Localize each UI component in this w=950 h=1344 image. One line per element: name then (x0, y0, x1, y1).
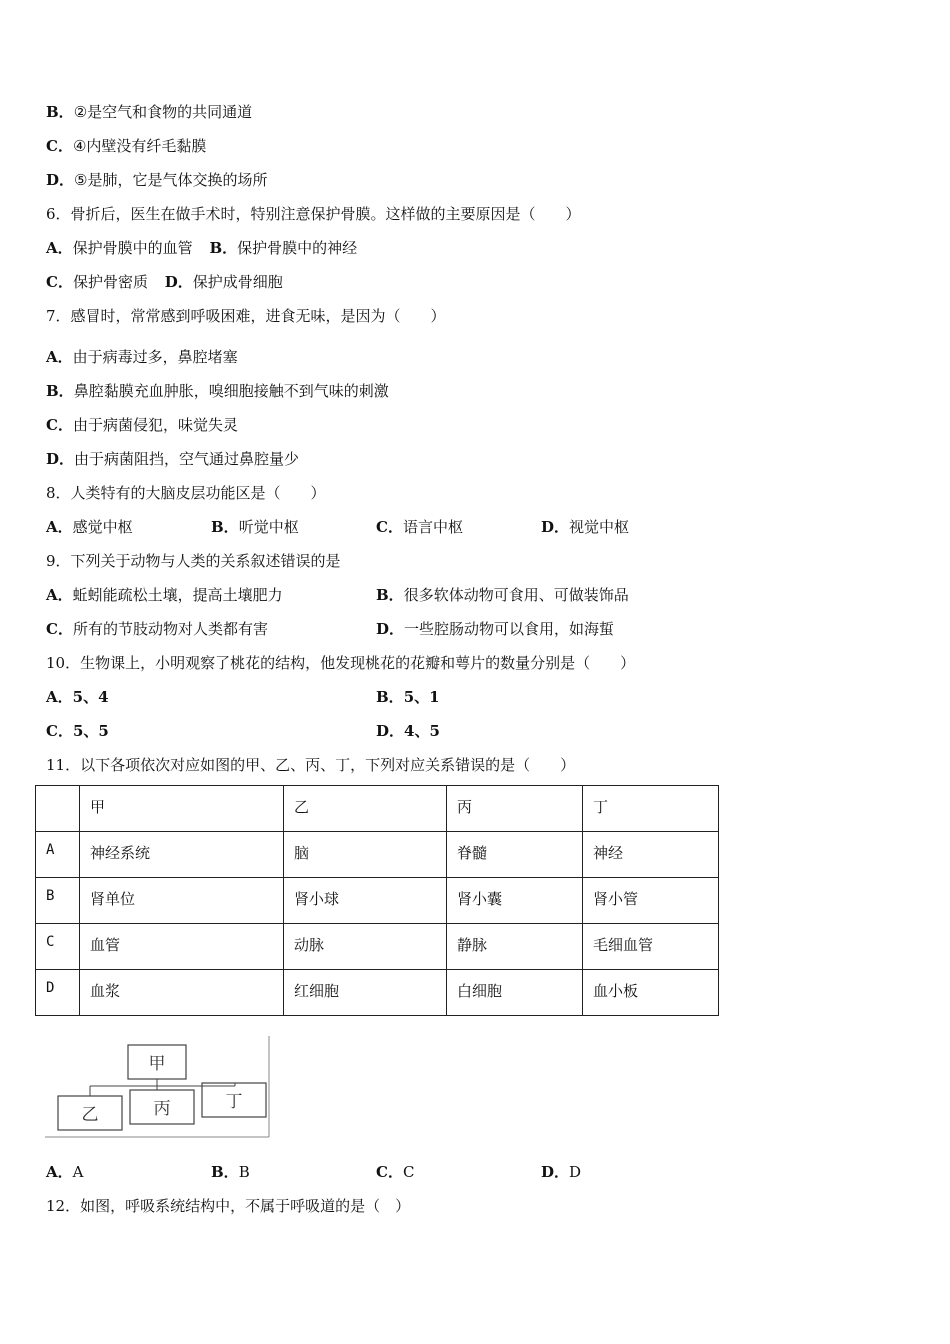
option-label: B． (46, 382, 74, 400)
q7-option-c (46, 415, 238, 435)
option-label: A． (46, 518, 73, 536)
option-text: 很多软体动物可食用、可做装饰品 (403, 586, 629, 604)
diagram-label-top: 甲 (148, 1054, 166, 1074)
table-cell: 血浆 (80, 970, 284, 1016)
option-label: A． (46, 586, 73, 604)
q7-option-d (46, 449, 299, 469)
table-cell: 白细胞 (447, 970, 583, 1016)
option-text: ④内壁没有纤毛黏膜 (72, 137, 207, 155)
table-cell: 神经 (583, 832, 719, 878)
q5-option-c (46, 136, 206, 156)
table-cell: 肾小球 (284, 878, 447, 924)
table-cell: 丙 (447, 786, 583, 832)
option-label: D． (164, 273, 193, 291)
diagram-label-right: 丁 (225, 1092, 243, 1112)
table-cell: D (36, 970, 80, 1016)
option-text: 保护骨密质 (72, 273, 148, 291)
q11-option-b (211, 1162, 250, 1182)
option-text: C (402, 1163, 415, 1181)
option-label: C． (376, 1163, 403, 1181)
table-cell: 神经系统 (80, 832, 284, 878)
table-cell: C (36, 924, 80, 970)
option-text: 4、5 (404, 722, 440, 740)
q12-stem: 12．如图，呼吸系统结构中，不属于呼吸道的是（ ） (46, 1197, 411, 1215)
q7-stem: 7．感冒时，常常感到呼吸困难，进食无味，是因为（ ） (46, 307, 446, 325)
q8-option-a (46, 517, 133, 537)
option-text: 保护骨膜中的神经 (237, 239, 358, 257)
table-cell: 血管 (80, 924, 284, 970)
q10-option-b (376, 687, 440, 707)
table-row (36, 970, 719, 1016)
q6-options-row1 (46, 238, 357, 258)
option-text: 语言中枢 (402, 518, 463, 536)
table-cell: A (36, 832, 80, 878)
table-cell: 血小板 (583, 970, 719, 1016)
table-cell: 肾小囊 (447, 878, 583, 924)
option-text: 由于病菌侵犯，味觉失灵 (72, 416, 238, 434)
option-label: B． (209, 239, 238, 257)
option-label: D． (541, 1163, 570, 1181)
q7-option-a (46, 347, 238, 367)
option-label: D． (46, 450, 75, 468)
table-cell: 静脉 (447, 924, 583, 970)
q9-stem: 9．下列关于动物与人类的关系叙述错误的是 (46, 552, 341, 570)
q9-option-c (46, 619, 268, 639)
option-text: 保护成骨细胞 (192, 273, 283, 291)
option-label: D． (46, 171, 75, 189)
table-cell: 丁 (583, 786, 719, 832)
option-label: C． (46, 273, 73, 291)
q10-stem: 10．生物课上，小明观察了桃花的结构，他发现桃花的花瓣和萼片的数量分别是（ ） (46, 654, 636, 672)
option-text: 鼻腔黏膜充血肿胀，嗅细胞接触不到气味的刺激 (73, 382, 389, 400)
option-text: 视觉中枢 (569, 518, 630, 536)
q11-stem: 11．以下各项依次对应如图的甲、乙、丙、丁，下列对应关系错误的是（ ） (46, 756, 576, 774)
q5-option-d (46, 170, 267, 190)
option-text: 保护骨膜中的血管 (72, 239, 193, 257)
q9-option-a (46, 585, 283, 605)
option-label: B． (376, 688, 404, 706)
table-cell: 甲 (80, 786, 284, 832)
table-cell: 动脉 (284, 924, 447, 970)
table-cell: 肾单位 (80, 878, 284, 924)
q8-option-b (211, 517, 299, 537)
option-text: 由于病毒过多，鼻腔堵塞 (72, 348, 238, 366)
q7-option-b (46, 381, 389, 401)
option-text: B (238, 1163, 250, 1181)
table-cell: 脑 (284, 832, 447, 878)
table-row (36, 878, 719, 924)
option-label: D． (541, 518, 570, 536)
table-cell: 红细胞 (284, 970, 447, 1016)
q11-tree-diagram (45, 1036, 270, 1138)
option-text: ②是空气和食物的共同通道 (73, 103, 253, 121)
option-label: C． (46, 137, 73, 155)
option-label: D． (376, 722, 405, 740)
option-label: C． (376, 518, 403, 536)
option-label: C． (46, 416, 73, 434)
option-label: C． (46, 620, 73, 638)
diagram-label-middle: 丙 (153, 1099, 171, 1119)
option-text: 由于病菌阻挡，空气通过鼻腔量少 (74, 450, 300, 468)
option-text: 5、1 (403, 688, 440, 706)
option-label: D． (376, 620, 405, 638)
q8-option-d (541, 517, 629, 537)
table-cell: 毛细血管 (583, 924, 719, 970)
q6-stem: 6．骨折后，医生在做手术时，特别注意保护骨膜。这样做的主要原因是（ ） (46, 205, 581, 223)
table-row (36, 924, 719, 970)
table-row (36, 832, 719, 878)
table-cell: 乙 (284, 786, 447, 832)
q11-option-a (46, 1162, 83, 1182)
option-label: B． (46, 103, 74, 121)
option-text: 所有的节肢动物对人类都有害 (72, 620, 268, 638)
diagram-label-left: 乙 (81, 1105, 99, 1125)
option-text: 感觉中枢 (72, 518, 133, 536)
table-cell: 脊髓 (447, 832, 583, 878)
q6-options-row2 (46, 272, 283, 292)
q8-option-c (376, 517, 463, 537)
option-text: D (569, 1163, 582, 1181)
option-text: A (72, 1163, 84, 1181)
q9-option-d (376, 619, 614, 639)
option-label: A． (46, 239, 73, 257)
option-text: 一些腔肠动物可以食用，如海蜇 (404, 620, 615, 638)
option-text: ⑤是肺，它是气体交换的场所 (74, 171, 268, 189)
q5-option-b (46, 102, 252, 122)
q9-option-b (376, 585, 629, 605)
option-label: A． (46, 348, 73, 366)
option-label: A． (46, 688, 73, 706)
option-text: 5、4 (72, 688, 109, 706)
option-text: 听觉中枢 (238, 518, 299, 536)
q10-option-d (376, 721, 440, 741)
table-header-row (36, 786, 719, 832)
option-label: B． (376, 586, 404, 604)
option-label: B． (211, 1163, 239, 1181)
q8-stem: 8．人类特有的大脑皮层功能区是（ ） (46, 484, 326, 502)
option-text: 5、5 (72, 722, 109, 740)
q10-option-c (46, 721, 109, 741)
option-label: A． (46, 1163, 73, 1181)
q11-table (35, 785, 719, 1016)
option-label: C． (46, 722, 73, 740)
table-cell: 肾小管 (583, 878, 719, 924)
table-cell: B (36, 878, 80, 924)
table-cell (36, 786, 80, 832)
q11-option-c (376, 1162, 414, 1182)
q10-option-a (46, 687, 109, 707)
option-label: B． (211, 518, 239, 536)
option-text: 蚯蚓能疏松土壤，提高土壤肥力 (72, 586, 283, 604)
q11-option-d (541, 1162, 581, 1182)
